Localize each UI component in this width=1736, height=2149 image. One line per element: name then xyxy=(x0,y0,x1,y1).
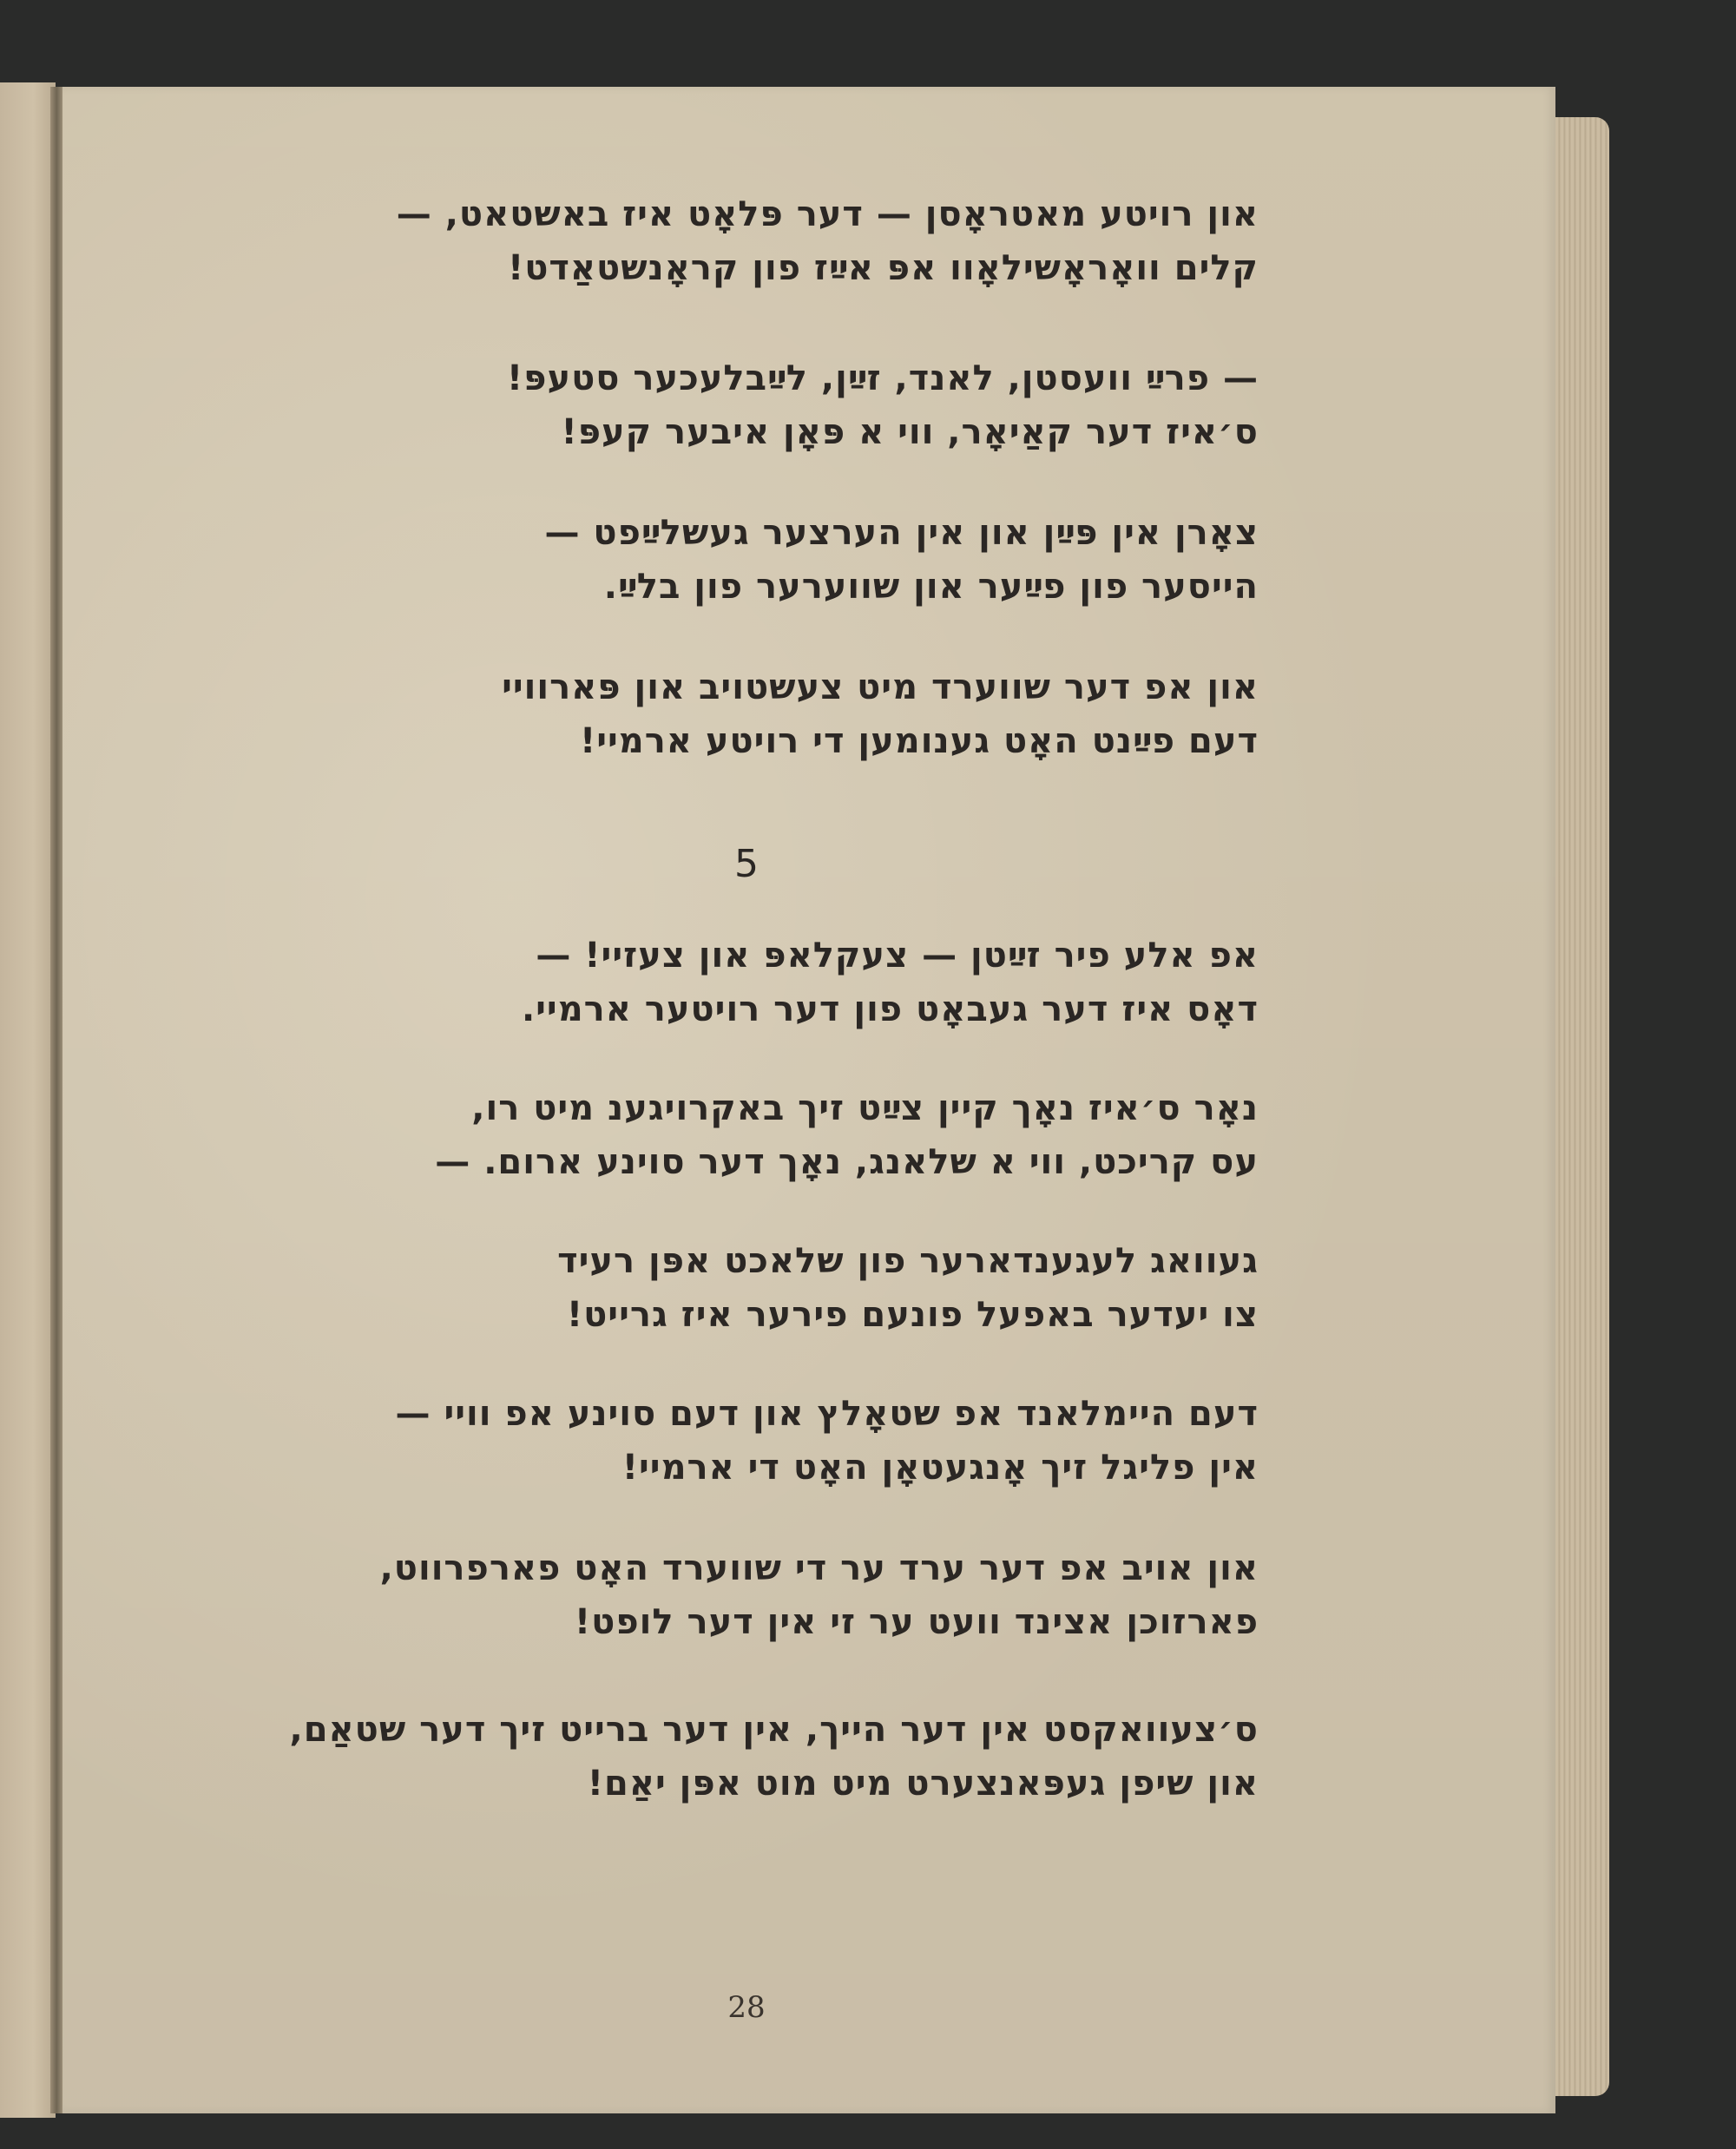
verse-line: און אפ דער שווערד מיט צעשטויב און פּארוויי xyxy=(502,667,1259,707)
previous-page-edge xyxy=(0,82,56,2118)
page-block-edges xyxy=(1555,117,1609,2096)
verse-line: עס קריכט, ווי א שלאנג, נאָך דער סוינע ארום. — xyxy=(435,1142,1259,1182)
verse-line: צאָרן אין פּײַן און אין הערצער געשלײַפט — xyxy=(544,513,1259,553)
verse-line: ס׳איז דער קאַיאָר, ווי א פּאָן איבער קעפּ! xyxy=(561,412,1259,452)
verse-line: געוואג לעגענדארער פון שלאכט אפּן רעיד xyxy=(557,1241,1259,1281)
verse-line: אפ אלע פיר זײַטן — צעקלאפּ און צעזיי! — xyxy=(536,936,1259,976)
poem-text xyxy=(289,0,1259,2149)
stanza xyxy=(347,506,1259,614)
page-number: 28 xyxy=(727,1990,766,2025)
verse-line: און אויב אפ דער ערד ער די שווערד האָט פארפרווט, xyxy=(379,1548,1259,1588)
verse-line: הייסער פון פײַער און שווערער פון בלײַ. xyxy=(603,567,1259,607)
stanza xyxy=(347,1234,1259,1342)
verse-line: פארזוכן אצינד וועט ער זי אין דער לופט! xyxy=(574,1602,1259,1642)
stanza xyxy=(289,1703,1259,1811)
verse-line: נאָר ס׳איז נאָך קיין צײַט זיך באקרויגענ מיט רו, xyxy=(471,1088,1259,1128)
verse-line: ס׳צעוואקסט אין דער הייך, אין דער ברייט זיך דער שטאַם, xyxy=(289,1710,1259,1750)
verse-line: דאָס איז דער געבאָט פון דער רויטער ארמיי. xyxy=(521,989,1259,1029)
section-number: 5 xyxy=(734,842,759,886)
stanza xyxy=(347,929,1259,1036)
verse-line: אין פליגל זיך אָנגעטאָן האָט די ארמיי! xyxy=(621,1448,1259,1488)
stanza xyxy=(347,660,1259,768)
verse-line: און שיפן געפּאנצערט מיט מוט אפּן יאַם! xyxy=(587,1764,1259,1804)
stanza xyxy=(347,352,1259,459)
verse-line: קלים וואָראָשילאָוו אפּ אײַז פון קראָנשטאַדט! xyxy=(507,248,1259,288)
verse-line: — פרײַ וועסטן, לאנד, זײַן, לײַבלעכער סטעפּ! xyxy=(506,358,1259,398)
verse-line: צו יעדער באפעל פונעם פירער איז גרייט! xyxy=(566,1295,1259,1335)
verse-line: און רויטע מאטראָסן — דער פּלאָט איז באשטאט, — xyxy=(396,194,1259,234)
stanza xyxy=(347,1387,1259,1495)
stanza xyxy=(347,1081,1259,1189)
stanza xyxy=(347,1541,1259,1649)
verse-line: דעם פײַנט האָט גענומען די רויטע ארמיי! xyxy=(579,721,1259,761)
stanza xyxy=(347,187,1259,295)
verse-line: דעם היימלאנד אפ שטאָלץ און דעם סוינע אפ וויי — xyxy=(395,1394,1259,1434)
